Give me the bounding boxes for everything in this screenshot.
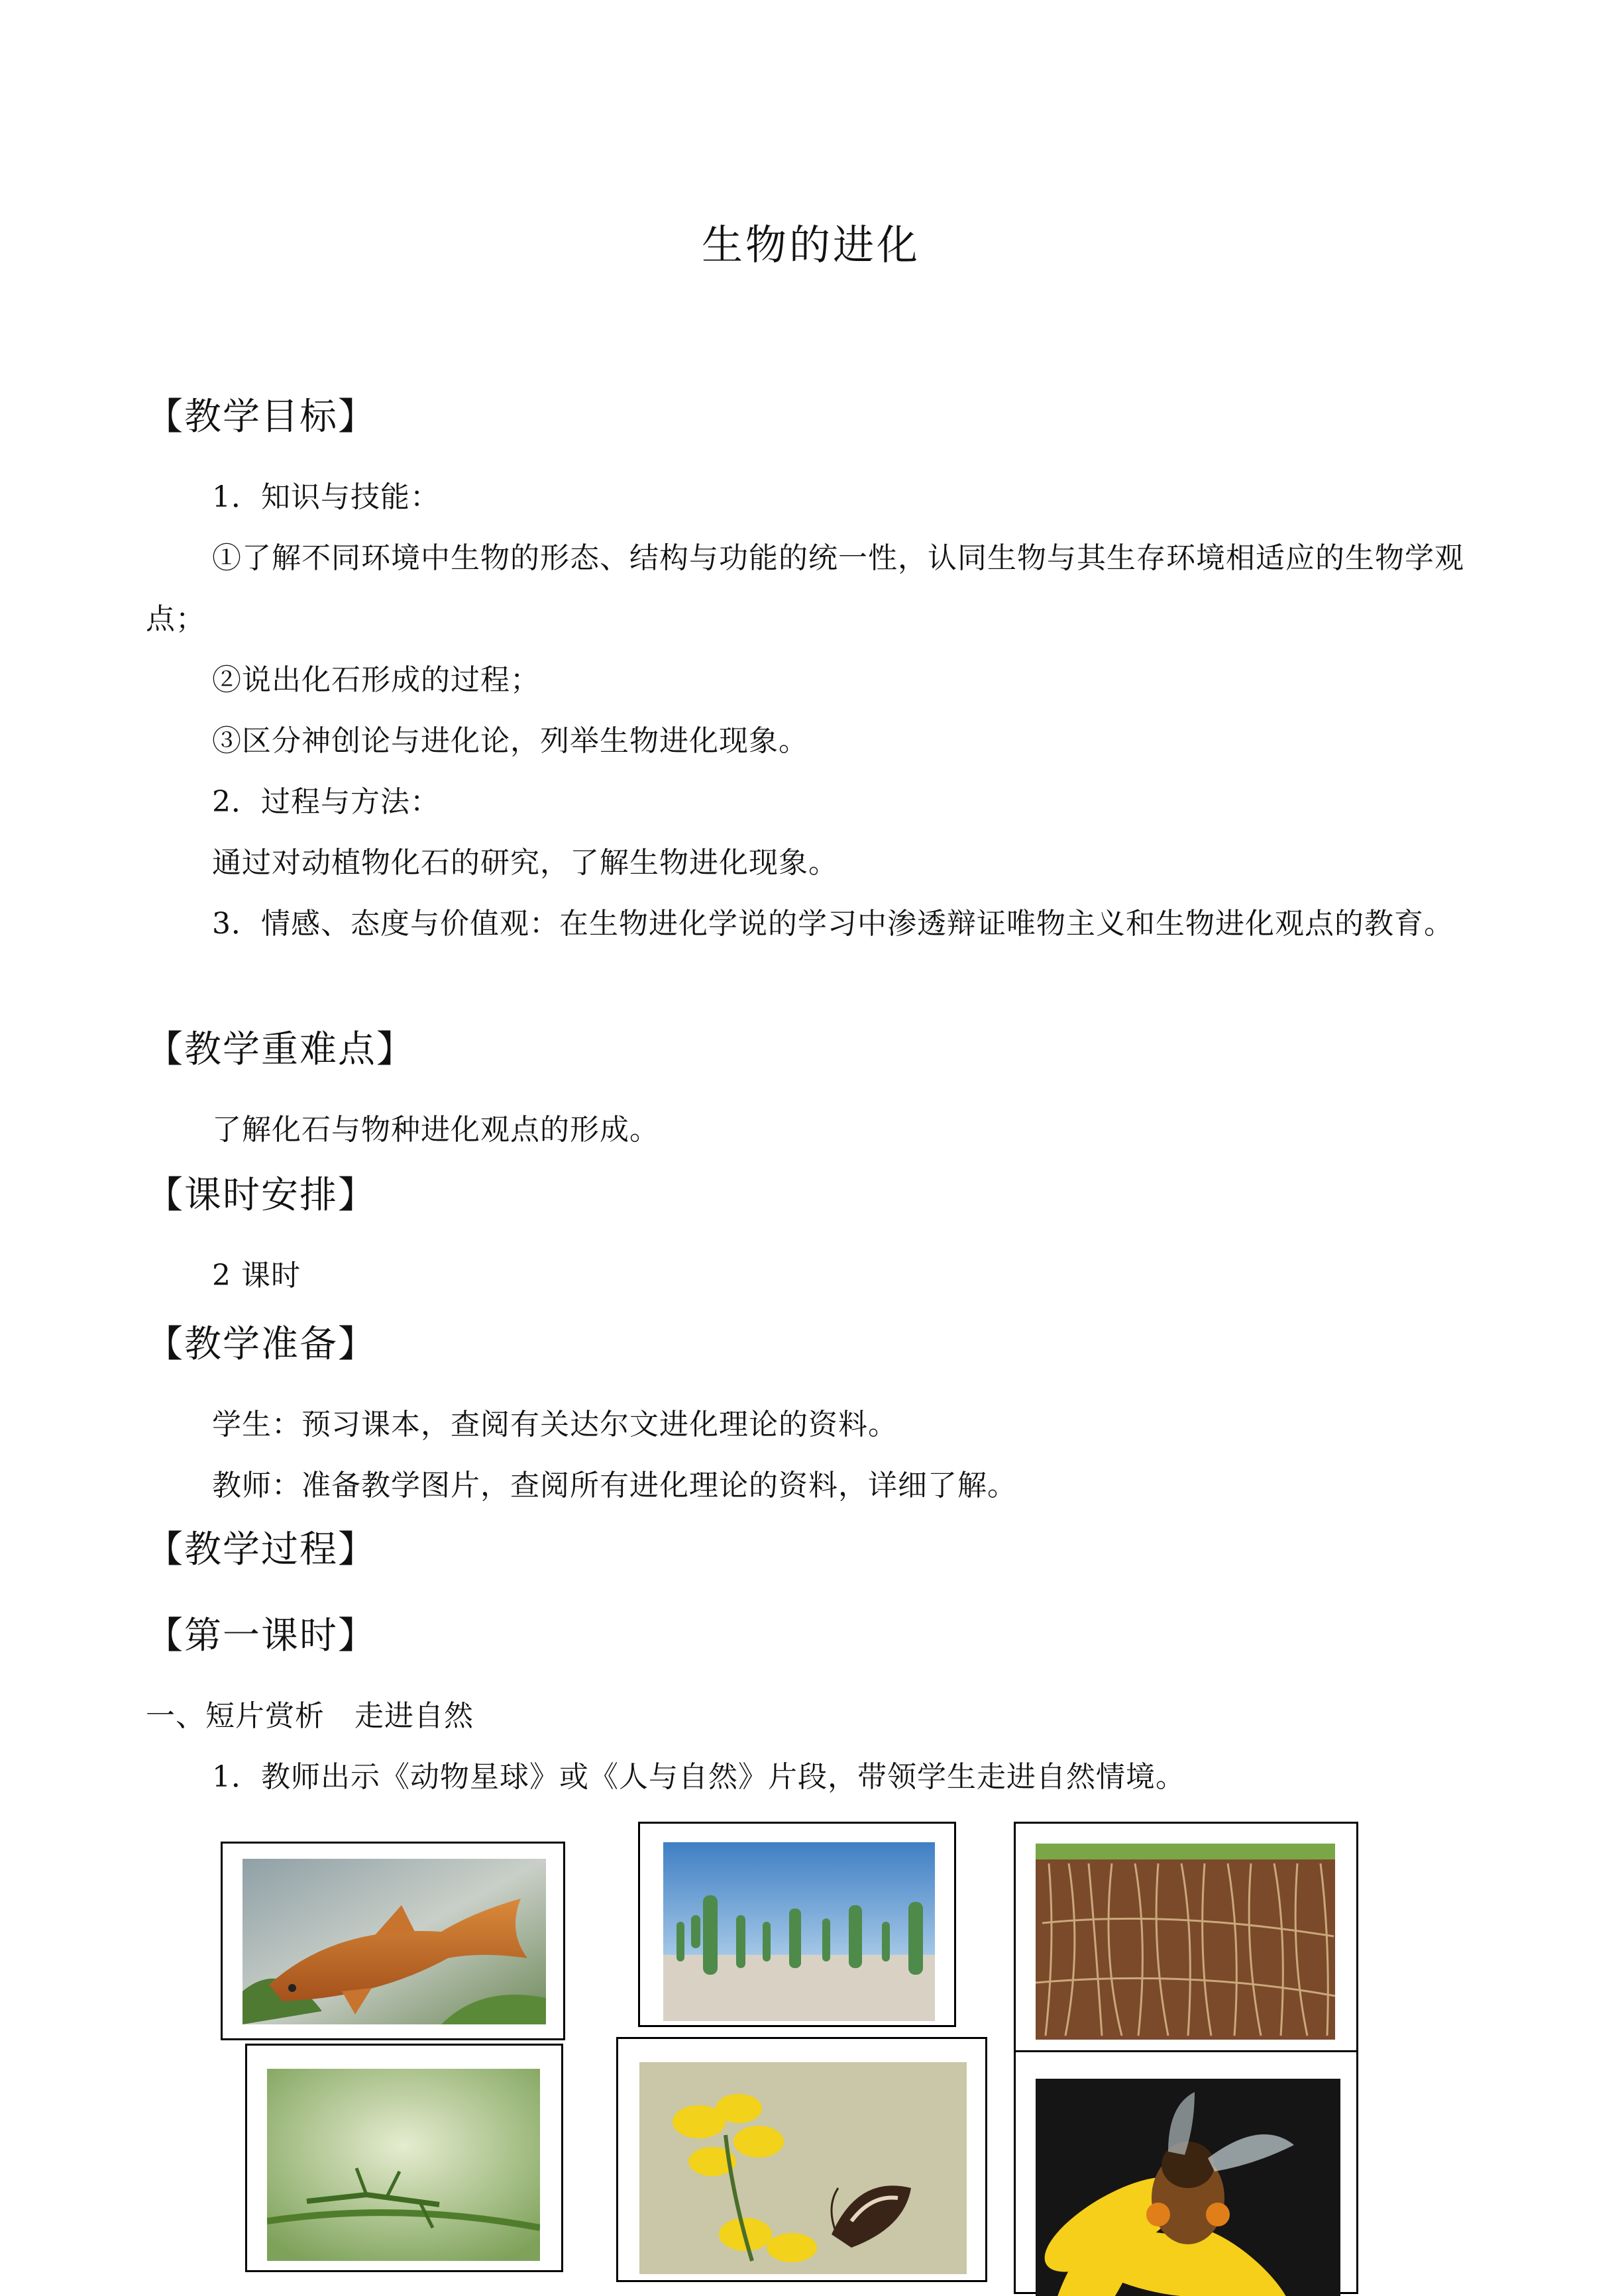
- photo-frame-mantis: [245, 2044, 563, 2272]
- schedule-text: 2 课时: [212, 1259, 301, 1292]
- objective-item-1a: ①了解不同环境中生物的形态、结构与功能的统一性，认同生物与其生存环境相适应的生物学观点；: [146, 541, 1464, 636]
- photo-frame-roots: [1014, 1822, 1358, 2060]
- photo-frame-cactus: [638, 1822, 956, 2027]
- objective-item-3: 3．情感、态度与价值观：在生物进化学说的学习中渗透辩证唯物主义和生物进化观点的教育。: [212, 907, 1454, 941]
- photo-frame-fish: [221, 1842, 565, 2040]
- mantis-photo: [267, 2069, 540, 2261]
- heading-key-points: 【教学重难点】: [146, 1028, 415, 1071]
- cactus-photo: [663, 1842, 935, 2021]
- heading-schedule: 【课时安排】: [146, 1174, 376, 1217]
- fish-photo: [243, 1859, 546, 2024]
- page-title: 生物的进化: [701, 221, 920, 269]
- lesson1-step1: 1．教师出示《动物星球》或《人与自然》片段，带领学生走进自然情境。: [212, 1760, 1185, 1794]
- objective-item-1b: ②说出化石形成的过程；: [212, 663, 540, 697]
- butterfly-photo: [639, 2062, 967, 2274]
- preparation-students: 学生：预习课本，查阅有关达尔文进化理论的资料。: [212, 1408, 898, 1441]
- heading-lesson1: 【第一课时】: [146, 1614, 376, 1657]
- objective-item-1: 1．知识与技能：: [212, 480, 440, 514]
- objective-item-2: 2．过程与方法：: [212, 785, 440, 819]
- photo-frame-butterfly: [616, 2037, 987, 2282]
- bee-photo: [1036, 2079, 1340, 2296]
- key-points-text: 了解化石与物种进化观点的形成。: [212, 1113, 659, 1147]
- objective-item-2a: 通过对动植物化石的研究，了解生物进化现象。: [212, 846, 838, 880]
- objective-item-1c: ③区分神创论与进化论，列举生物进化现象。: [212, 724, 808, 758]
- lesson1-part1: 一、短片赏析 走进自然: [146, 1699, 474, 1733]
- photo-frame-bee: [1014, 2050, 1358, 2294]
- preparation-teacher: 教师：准备教学图片，查阅所有进化理论的资料，详细了解。: [212, 1469, 1017, 1502]
- heading-process: 【教学过程】: [146, 1528, 376, 1571]
- roots-photo: [1036, 1844, 1335, 2040]
- heading-preparation: 【教学准备】: [146, 1323, 376, 1366]
- heading-objectives: 【教学目标】: [146, 395, 376, 439]
